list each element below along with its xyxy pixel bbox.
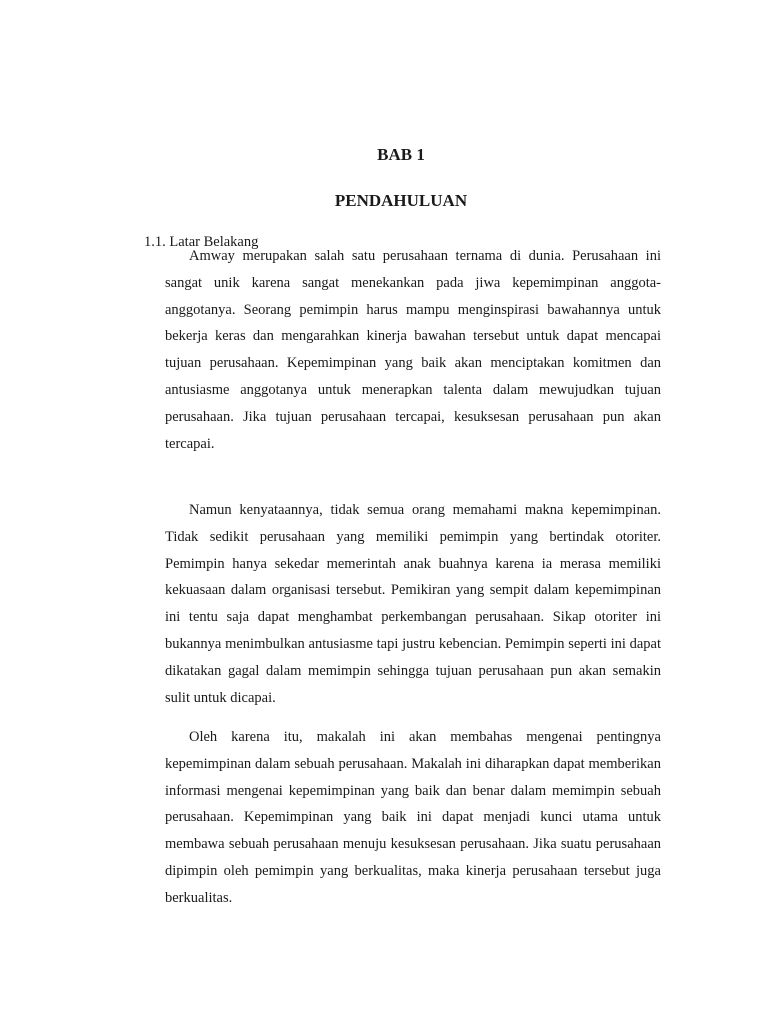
section-heading: 1.1. Latar Belakang: [144, 234, 259, 250]
paragraph-1: Amway merupakan salah satu perusahaan ternama di dunia. Perusahaan ini sangat unik karena sangat menekankan pada jiwa kepemimpinan anggota-anggotanya. Seorang pemimpin harus mampu menginspirasi bawahannya untuk bekerja keras dan mengarahkan kinerja bawahan tersebut untuk dapat mencapai tujuan perusahaan. Kepemimpinan yang baik akan menciptakan komitmen dan antusiasme anggotanya untuk menerapkan talenta dalam mewujudkan tujuan perusahaan. Jika tujuan perusahaan tercapai, kesuksesan perusahaan pun akan tercapai.: [165, 248, 661, 452]
chapter-title: PENDAHULUAN: [334, 191, 468, 210]
paragraph-3: Oleh karena itu, makalah ini akan membahas mengenai pentingnya kepemimpinan dalam sebuah perusahaan. Makalah ini diharapkan dapat memberikan informasi mengenai kepemimpinan yang baik dan benar dalam memimpin sebuah perusahaan. Kepemimpinan yang baik ini dapat menjadi kunci utama untuk membawa sebuah perusahaan menuju kesuksesan perusahaan. Jika suatu perusahaan dipimpin oleh pemimpin yang berkualitas, maka kinerja perusahaan tersebut juga berkualitas.: [165, 729, 661, 906]
chapter-number: BAB 1: [377, 145, 425, 164]
paragraph-2: Namun kenyataannya, tidak semua orang memahami makna kepemimpinan. Tidak sedikit perusahaan yang memiliki pemimpin yang bertindak otoriter. Pemimpin hanya sekedar memerintah anak buahnya karena ia merasa memiliki kekuasaan dalam organisasi tersebut. Pemikiran yang sempit dalam kepemimpinan ini tentu saja dapat menghambat perkembangan perusahaan. Sikap otoriter ini bukannya menimbulkan antusiasme tapi justru kebencian. Pemimpin seperti ini dapat dikatakan gagal dalam memimpin sehingga tujuan perusahaan pun akan semakin sulit untuk dicapai.: [165, 502, 661, 706]
